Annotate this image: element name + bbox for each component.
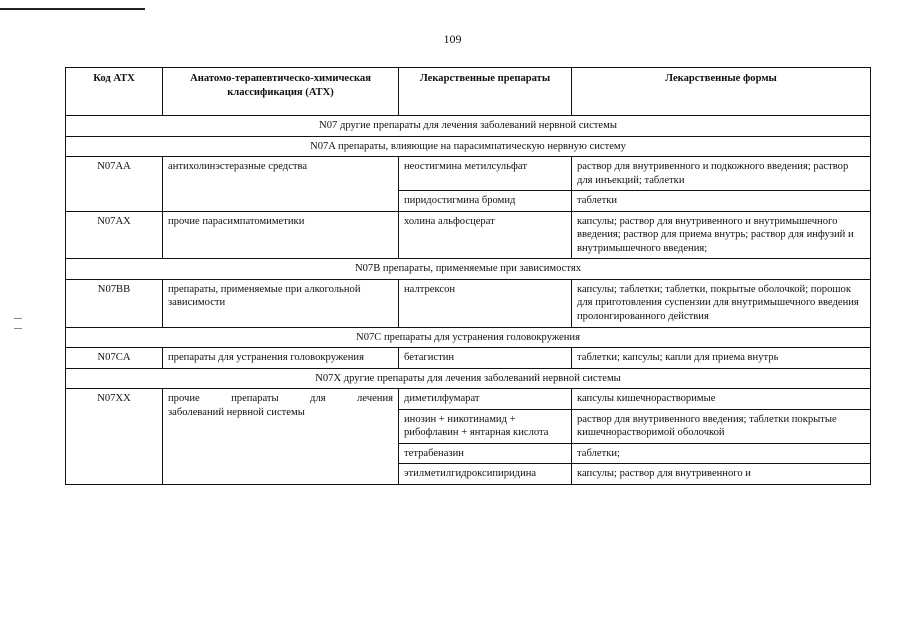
section-row: [66, 327, 871, 348]
drug-forms: таблетки;: [572, 443, 871, 464]
drug-name: инозин + никотинамид + рибофлавин + янтарная кислота: [399, 409, 572, 443]
atx-classification-line: заболеваний нервной системы: [168, 406, 305, 418]
drug-name: пиридостигмина бромид: [399, 191, 572, 212]
atx-code: N07CA: [66, 348, 163, 369]
drug-forms: таблетки; капсулы; капли для приема внутрь: [572, 348, 871, 369]
drug-forms: капсулы; раствор для внутривенного и: [572, 464, 871, 485]
table-row: [66, 348, 871, 369]
header-classification: Анатомо-терапевтическо-химическая классификация (АТХ): [163, 68, 399, 116]
table-row: [66, 157, 871, 191]
section-row: [66, 136, 871, 157]
atx-classification: [163, 389, 399, 485]
atx-code: N07AX: [66, 211, 163, 259]
drug-forms: капсулы кишечнорастворимые: [572, 389, 871, 410]
drug-name: налтрексон: [399, 279, 572, 327]
atx-table: [65, 67, 871, 485]
section-row: [66, 368, 871, 389]
table-header-row: [66, 68, 871, 116]
drug-name: бетагистин: [399, 348, 572, 369]
section-row: [66, 259, 871, 280]
header-code: Код АТХ: [66, 68, 163, 116]
atx-code: N07AA: [66, 157, 163, 212]
header-forms: Лекарственные формы: [572, 68, 871, 116]
section-title: N07A препараты, влияющие на парасимпатическую нервную систему: [66, 136, 871, 157]
section-title: N07X другие препараты для лечения заболеваний нервной системы: [66, 368, 871, 389]
drug-name: этилметилгидроксипиридина: [399, 464, 572, 485]
section-title: N07C препараты для устранения головокружения: [66, 327, 871, 348]
atx-code: N07BB: [66, 279, 163, 327]
drug-name: диметилфумарат: [399, 389, 572, 410]
page-number: 109: [443, 32, 462, 46]
section-title: N07 другие препараты для лечения заболеваний нервной системы: [66, 116, 871, 137]
drug-forms: капсулы; раствор для внутривенного и внутримышечного введения; раствор для приема внутрь; раствор для инфузий и внутримышечного введения;: [572, 211, 871, 259]
drug-name: неостигмина метилсульфат: [399, 157, 572, 191]
drug-name: тетрабеназин: [399, 443, 572, 464]
scan-artifact-line: [0, 8, 145, 10]
table-row: [66, 211, 871, 259]
atx-classification: препараты, применяемые при алкогольной зависимости: [163, 279, 399, 327]
table-row: [66, 279, 871, 327]
drug-forms: таблетки: [572, 191, 871, 212]
table-row: [66, 389, 871, 410]
atx-classification: антихолинэстеразные средства: [163, 157, 399, 212]
atx-classification: препараты для устранения головокружения: [163, 348, 399, 369]
margin-tick: [14, 328, 22, 329]
atx-code: N07XX: [66, 389, 163, 485]
section-row: [66, 116, 871, 137]
header-drugs: Лекарственные препараты: [399, 68, 572, 116]
atx-classification: прочие парасимпатомиметики: [163, 211, 399, 259]
drug-forms: капсулы; таблетки; таблетки, покрытые оболочкой; порошок для приготовления суспензии для внутримышечного введения пролонгированного действия: [572, 279, 871, 327]
atx-classification-line: прочие препараты для лечения: [168, 393, 393, 405]
drug-forms: раствор для внутривенного и подкожного введения; раствор для инъекций; таблетки: [572, 157, 871, 191]
drug-name: холина альфосцерат: [399, 211, 572, 259]
drug-forms: раствор для внутривенного введения; таблетки покрытые кишечнорастворимой оболочкой: [572, 409, 871, 443]
section-title: N07B препараты, применяемые при зависимостях: [66, 259, 871, 280]
margin-tick: [14, 318, 22, 319]
